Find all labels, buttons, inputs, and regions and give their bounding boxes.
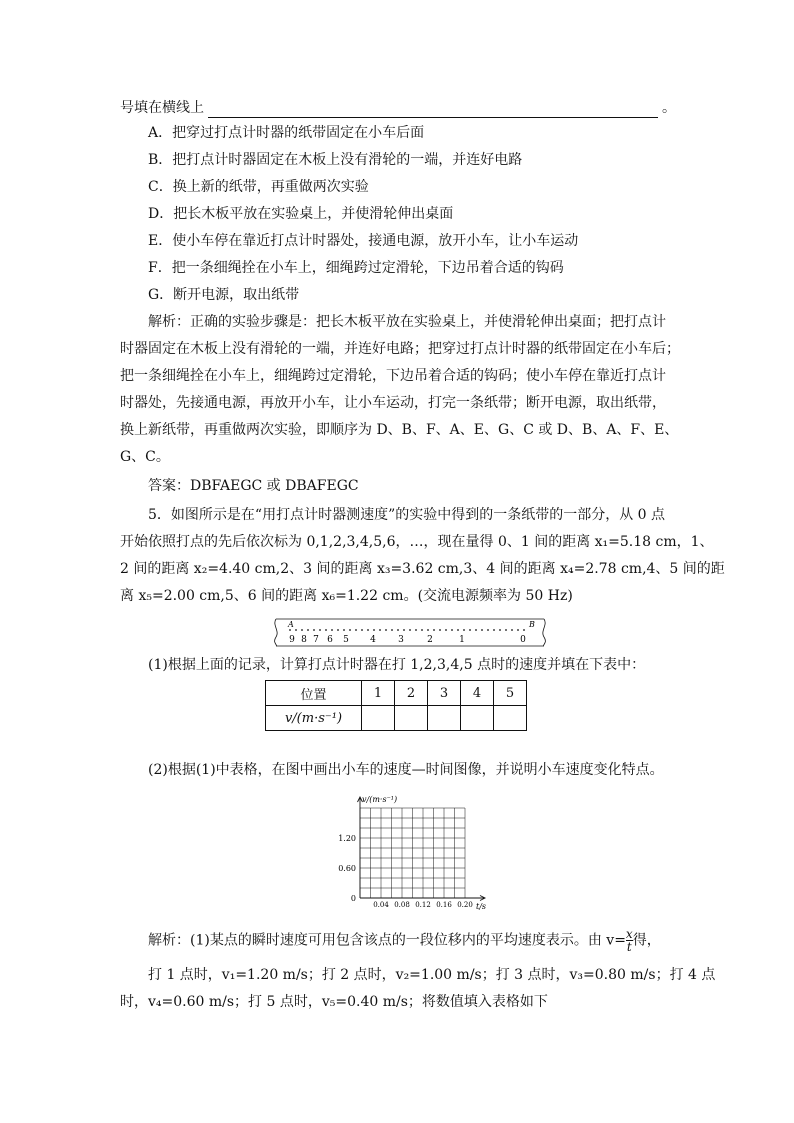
step-a: A．把穿过打点计时器的纸带固定在小车后面: [148, 125, 425, 141]
tape-dot: [403, 629, 405, 631]
table-row: [266, 706, 527, 731]
table-input-cell[interactable]: [461, 706, 494, 731]
fraction-denominator: t: [626, 940, 632, 954]
tape-dot: [355, 629, 357, 631]
tape-dot: [463, 629, 465, 631]
tape-dot: [469, 629, 471, 631]
x-tick-label: 0.08: [394, 901, 410, 909]
tape-dot: [421, 629, 423, 631]
tape-dot: [409, 629, 411, 631]
tape-dot: [343, 629, 345, 631]
table-header-cell: 5: [494, 681, 527, 706]
tape-dot: [433, 629, 435, 631]
step-e: E．使小车停在靠近打点计时器处，接通电源，放开小车，让小车运动: [148, 233, 579, 249]
tape-dot: [331, 629, 333, 631]
tape-dot: [337, 629, 339, 631]
q5-part1: (1)根据上面的记录，计算打点计时器在打 1,2,3,4,5 点时的速度并填在下表中：: [148, 657, 646, 673]
analysis2-line2: 打 1 点时，v₁=1.20 m/s；打 2 点时，v₂=1.00 m/s；打 3 点时，v₃=0.80 m/s；打 4 点: [148, 967, 716, 983]
vt-chart: [330, 788, 490, 913]
table-header-cell: 2: [395, 681, 428, 706]
tape-dot: [319, 629, 321, 631]
tape-dot: [325, 629, 327, 631]
step-g: G．断开电源，取出纸带: [148, 287, 300, 303]
tape-dot: [457, 629, 459, 631]
tape-number: 1: [459, 635, 465, 645]
fraction-numerator: x: [625, 927, 633, 941]
tape-dot: [445, 629, 447, 631]
tape-number: 6: [327, 635, 333, 645]
step-b: B．把打点计时器固定在木板上没有滑轮的一端，并连好电路: [148, 152, 523, 168]
tape-dot: [451, 629, 453, 631]
y-tick-label: 0.60: [338, 864, 356, 873]
analysis1-line: 时器固定在木板上没有滑轮的一端，并连好电路；把穿过打点计时器的纸带固定在小车后；: [120, 341, 680, 357]
tape-dot: [289, 629, 291, 631]
tape-number: 5: [343, 635, 349, 645]
tape-dot: [487, 629, 489, 631]
paper-tape-figure: [270, 617, 550, 647]
step-c: C．换上新的纸带，再重做两次实验: [148, 179, 369, 195]
tape-number: 4: [370, 635, 376, 645]
tape-dot: [307, 629, 309, 631]
q5-line: 2 间的距离 x₂=4.40 cm,2、3 间的距离 x₃=3.62 cm,3、4 间的距离 x₄=2.78 cm,4、5 间的距: [120, 561, 725, 577]
tape-dot: [391, 629, 393, 631]
tape-dot: [415, 629, 417, 631]
tape-number: 0: [520, 635, 526, 645]
table-row-label: v/(m·s⁻¹): [266, 706, 362, 731]
x-tick-label: 0.04: [373, 901, 389, 909]
analysis2-prefix: 解析：(1)某点的瞬时速度可用包含该点的一段位移内的平均速度表示。由 v=: [148, 932, 626, 949]
table-input-cell[interactable]: [494, 706, 527, 731]
table-header-row: [266, 681, 527, 706]
x-tick-label: 0.16: [436, 901, 452, 909]
tape-number: 9: [289, 635, 295, 645]
tape-dot: [379, 629, 381, 631]
top-line-suffix: 。: [662, 100, 676, 116]
x-axis-label: t/s: [476, 902, 487, 911]
tape-dot: [427, 629, 429, 631]
tape-dot: [523, 629, 525, 631]
analysis2-line3: 时，v₄=0.60 m/s；打 5 点时，v₅=0.40 m/s；将数值填入表格如下: [120, 994, 548, 1010]
analysis1-line: 时器处，先接通电源，再放开小车，让小车运动，打完一条纸带；断开电源，取出纸带，: [120, 395, 666, 411]
tape-number: 3: [398, 635, 404, 645]
step-f: F．把一条细绳拴在小车上，细绳跨过定滑轮，下边吊着合适的钩码: [148, 260, 564, 276]
q5-line: 5．如图所示是在“用打点计时器测速度”的实验中得到的一条纸带的一部分，从 0 点: [148, 507, 666, 523]
y-tick-label: 1.20: [338, 834, 356, 843]
tape-dot: [313, 629, 315, 631]
y-tick-label: 0: [350, 894, 356, 903]
tape-dot: [493, 629, 495, 631]
analysis1-line: 解析：正确的实验步骤是：把长木板平放在实验桌上，并使滑轮伸出桌面；把打点计: [148, 314, 666, 330]
q5-line: 离 x₅=2.00 cm,5、6 间的距离 x₆=1.22 cm。(交流电源频率为 50 Hz): [120, 588, 573, 604]
tape-dot: [511, 629, 513, 631]
q5-part2: (2)根据(1)中表格，在图中画出小车的速度—时间图像，并说明小车速度变化特点。: [148, 762, 664, 778]
tape-dot: [481, 629, 483, 631]
analysis1-line: G、C。: [120, 449, 170, 465]
tape-dot: [475, 629, 477, 631]
tape-label-a: A: [288, 620, 294, 629]
answer-blank[interactable]: [208, 103, 658, 118]
velocity-table: [265, 680, 527, 731]
table-header-cell: 4: [461, 681, 494, 706]
analysis1-line: 把一条细绳拴在小车上，细绳跨过定滑轮，下边吊着合适的钩码；使小车停在靠近打点计: [120, 368, 666, 384]
tape-number: 2: [427, 635, 433, 645]
tape-dot: [373, 629, 375, 631]
answer1: 答案：DBFAEGC 或 DBAFEGC: [148, 478, 359, 494]
fraction: [626, 928, 633, 953]
tape-dot: [505, 629, 507, 631]
table-header-cell: 3: [428, 681, 461, 706]
tape-dot: [349, 629, 351, 631]
top-line: [120, 98, 676, 118]
step-d: D．把长木板平放在实验桌上，并使滑轮伸出桌面: [148, 206, 454, 222]
analysis2-suffix: 得，: [632, 932, 661, 949]
table-header-cell: 位置: [266, 681, 362, 706]
tape-dot: [295, 629, 297, 631]
q5-line: 开始依照打点的先后依次标为 0,1,2,3,4,5,6，…，现在量得 0、1 间的距离 x₁=5.18 cm，1、: [120, 534, 714, 550]
tape-number: 8: [301, 635, 307, 645]
table-header-cell: 1: [362, 681, 395, 706]
tape-dot: [439, 629, 441, 631]
tape-dot: [517, 629, 519, 631]
tape-dot: [361, 629, 363, 631]
table-input-cell[interactable]: [362, 706, 395, 731]
table-input-cell[interactable]: [428, 706, 461, 731]
tape-dot: [397, 629, 399, 631]
tape-dot: [367, 629, 369, 631]
analysis2-line1: [148, 928, 661, 953]
tape-dot: [499, 629, 501, 631]
y-axis-label: v/(m·s⁻¹): [362, 795, 398, 804]
tape-label-b: B: [529, 620, 535, 629]
tape-number: 7: [313, 635, 319, 645]
x-tick-label: 0.20: [457, 901, 473, 909]
tape-dot: [301, 629, 303, 631]
table-input-cell[interactable]: [395, 706, 428, 731]
top-line-prefix: 号填在横线上: [120, 100, 204, 116]
tape-dot: [385, 629, 387, 631]
analysis1-line: 换上新纸带，再重做两次实验，即顺序为 D、B、F、A、E、G、C 或 D、B、A、F、E、: [120, 422, 679, 438]
x-tick-label: 0.12: [415, 901, 431, 909]
